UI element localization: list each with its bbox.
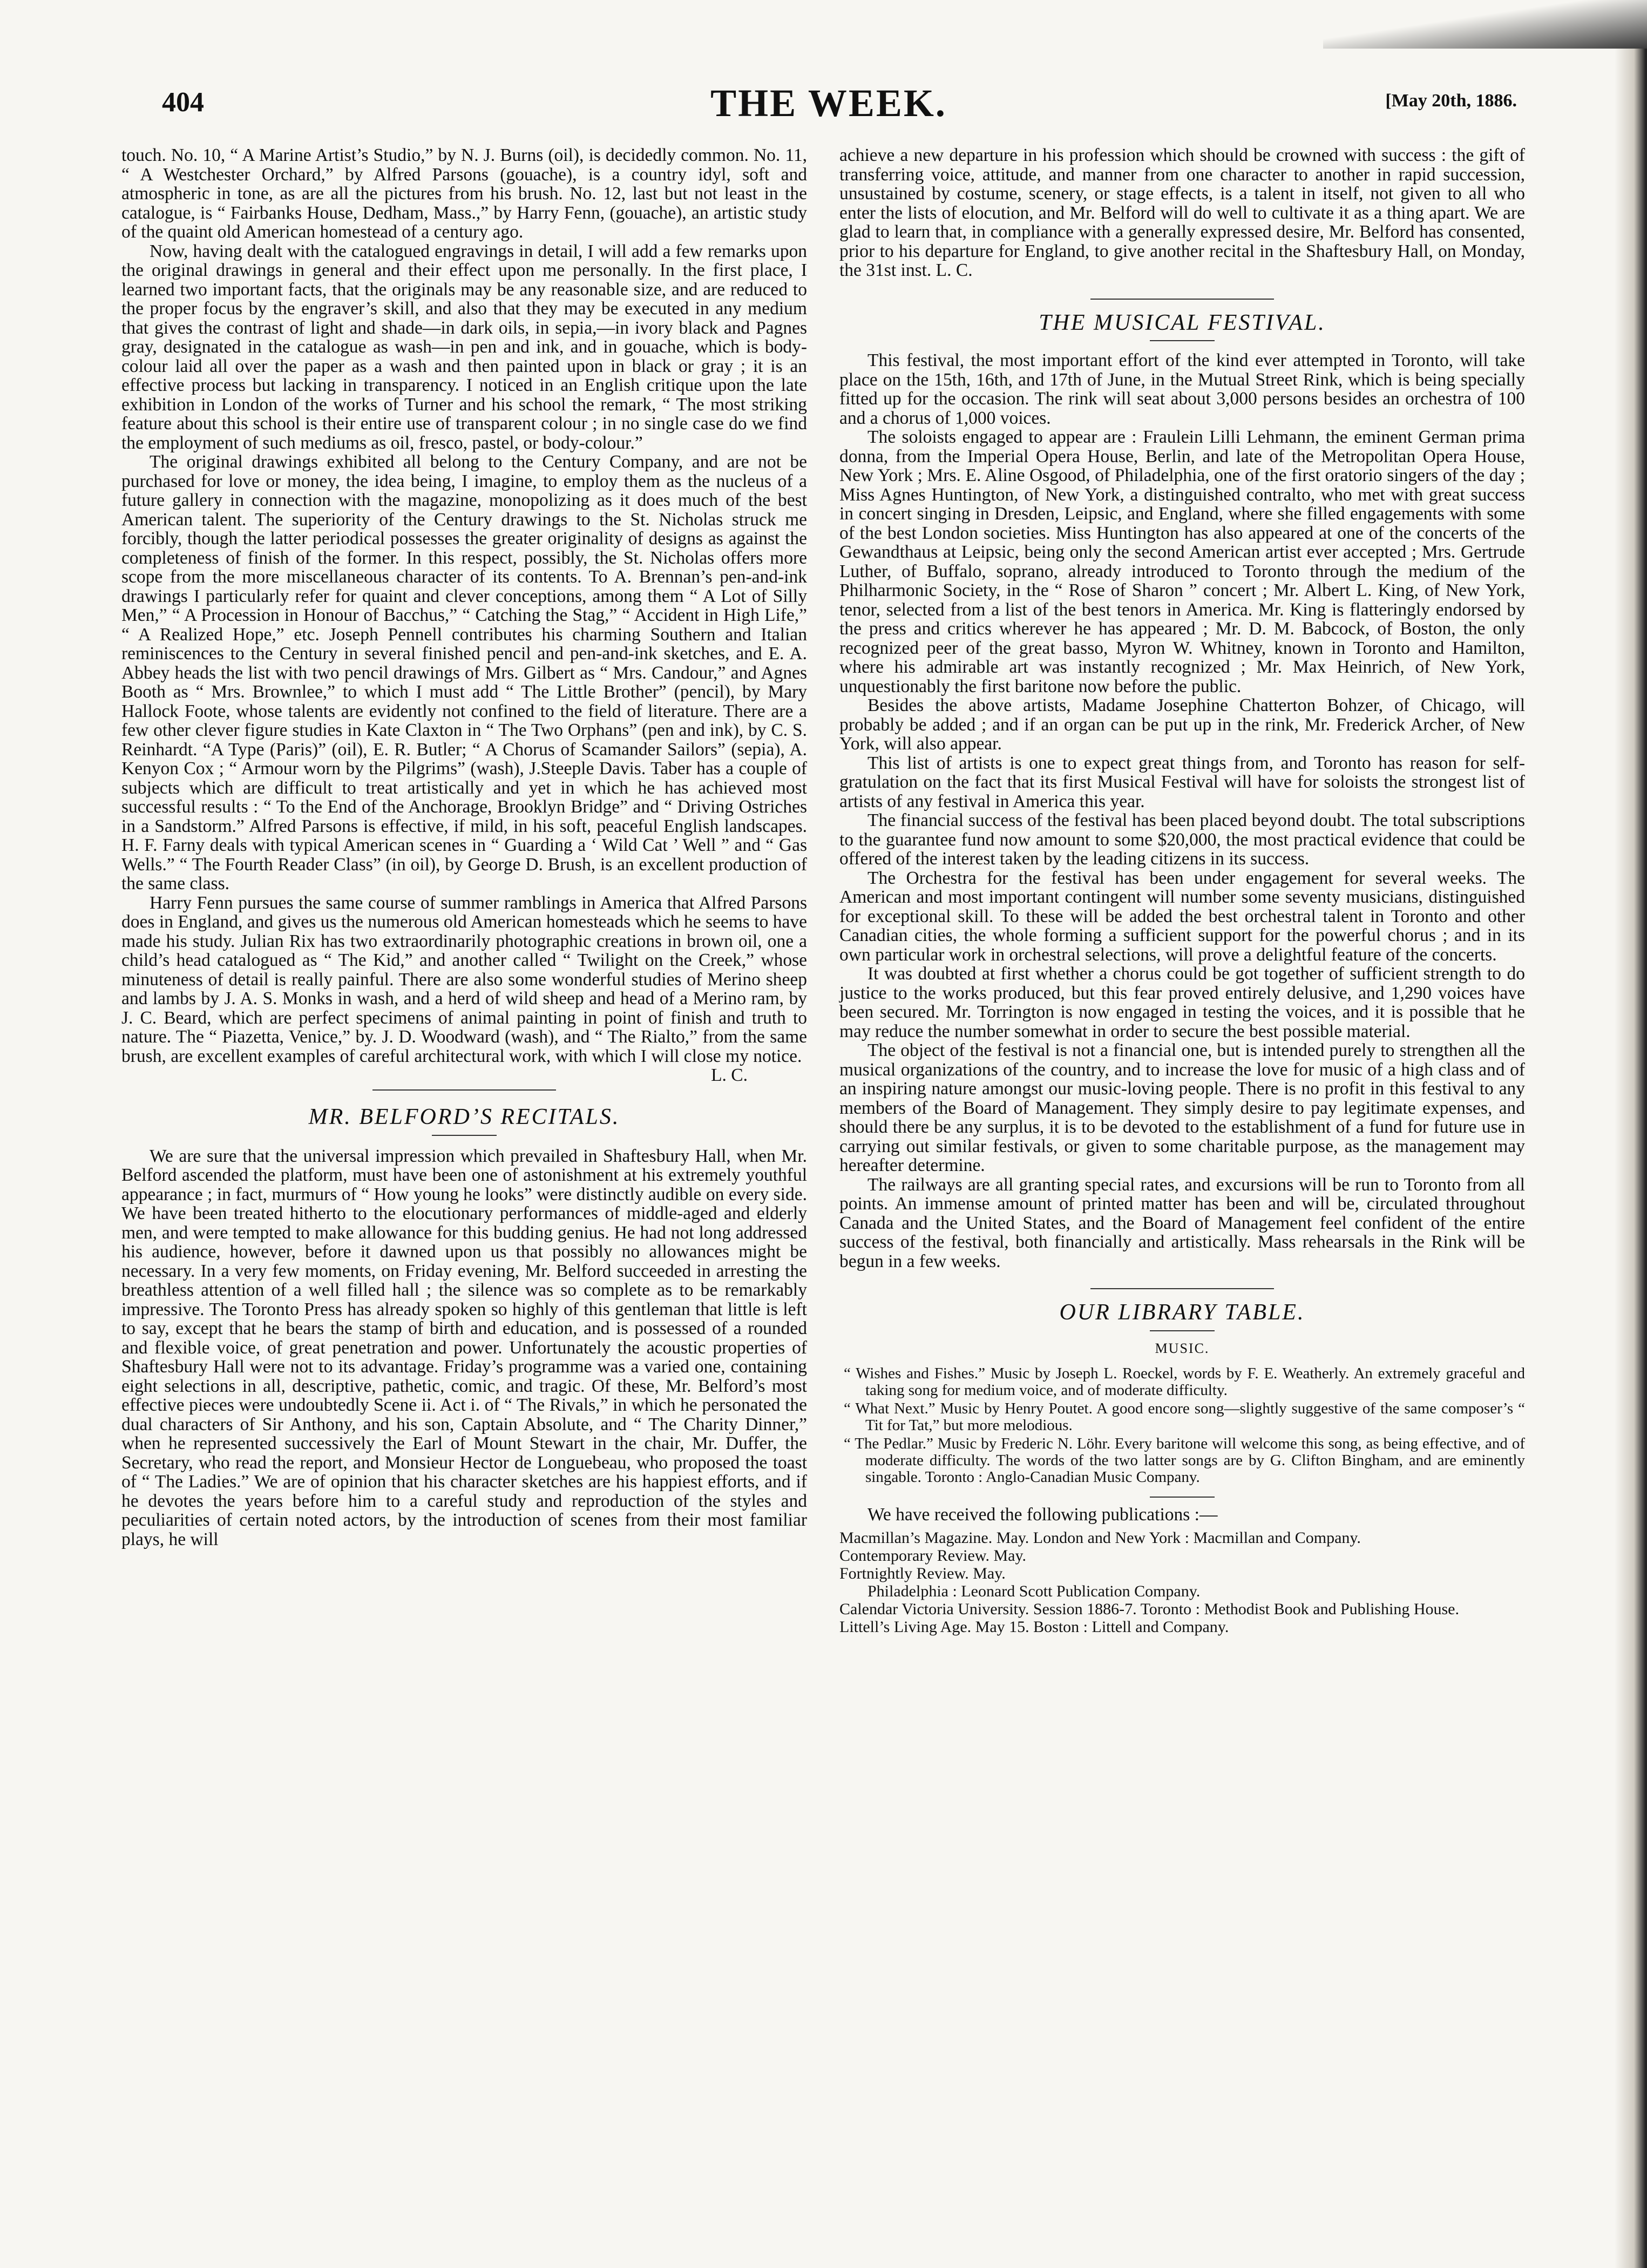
music-review-item: “ The Pedlar.” Music by Frederic N. Löhr. Every baritone will welcome this song, as being effective, and of moderate difficulty. The words of the two latter songs are by G. Clifton Bingham, and are eminently singable. Toronto : Anglo-Canadian Music Company.: [844, 1435, 1525, 1486]
section-title-library: OUR LIBRARY TABLE.: [1059, 1300, 1305, 1325]
article-paragraph: touch. No. 10, “ A Marine Artist’s Studio,” by N. J. Burns (oil), is decidedly common. No. 11, “ A Westchester Orchard,” by Alfred Parsons (gouache), is a country idyl, soft and atmospheric in tone, as are all the pictures from his brush. No. 12, last but not least in the catalogue, is “ Fairbanks House, Dedham, Mass.,” by Harry Fenn, (gouache), an artistic study of the quaint old American homestead of a century ago.: [121, 145, 807, 242]
publication-item: Fortnightly Review. May.: [839, 1564, 1006, 1582]
section-divider: [1090, 1288, 1274, 1289]
left-column: [121, 146, 807, 1549]
received-intro: We have received the following publications :—: [867, 1505, 1218, 1525]
title-underline: [432, 1135, 497, 1136]
article-paragraph: It was doubted at first whether a chorus could be got together of sufficient strength to do justice to the works produced, but this fear proved entirely delusive, and 1,290 voices have been secured. Mr. Torrington is now engaged in testing the voices, and it is possible that he may reduce the number somewhat in order to secure the best possible material.: [839, 964, 1525, 1041]
article-paragraph: The soloists engaged to appear are : Fraulein Lilli Lehmann, the eminent German prima donna, from the Imperial Opera House, Berlin, and late of the Metropolitan Opera House, New York ; Mrs. E. Aline Osgood, of Philadelphia, one of the first oratorio singers of the day ; Miss Agnes Huntington, of New York, a distinguished contralto, who met with great success in concert singing in Dresden, Leipsic, and England, where she filled engagements with some of the best London societies. Miss Huntington has also appeared at one of the concerts of the Gewandthaus at Leipsic, being only the second American artist ever accepted ; Mrs. Gertrude Luther, of Buffalo, soprano, already introduced to Toronto through the medium of the Philharmonic Society, in the “ Rose of Sharon ” concert ; Mr. Albert L. King, of New York, tenor, selected from a list of the best tenors in America. Mr. King is flatteringly endorsed by the press and critics wherever he has appeared ; Mr. D. M. Babcock, of Boston, the only recognized peer of the great basso, Myron W. Whitney, known in Toronto and Hamilton, where his admirable art was instantly recognized ; Mr. Max Heinrich, of New York, unquestionably the first baritone now before the public.: [839, 427, 1525, 696]
music-review-item: “ Wishes and Fishes.” Music by Joseph L. Roeckel, words by F. E. Weatherly. An extremely graceful and taking song for medium voice, and of moderate difficulty.: [844, 1365, 1525, 1399]
article-paragraph: This festival, the most important effort of the kind ever attempted in Toronto, will take place on the 15th, 16th, and 17th of June, in the Mutual Street Rink, which is being specially fitted up for the occasion. The rink will seat about 3,000 persons besides an orchestra of 100 and a chorus of 1,000 voices.: [839, 350, 1525, 428]
author-initials: L. C.: [711, 1065, 748, 1085]
article-paragraph: Now, having dealt with the catalogued engravings in detail, I will add a few remarks upon the original drawings in general and their effect upon me personally. In the first place, I learned two important facts, that the originals may be any reasonable size, and are reduced to the proper focus by the engraver’s skill, and also that they may be executed in any medium that gives the contrast of light and shade—in dark oils, in sepia,—in ivory black and Pagnes gray, designated in the catalogue as wash—in pen and ink, and in gouache, which is body-colour laid all over the paper as a wash and then painted upon in black or gray ; it is an effective process but lacking in transparency. I noticed in an English critique upon the late exhibition in London of the works of Turner and his school the remark, “ The most striking feature about this school is their entire use of transparent colour ; in no single case do we find the employment of such mediums as oil, fresco, pastel, or body-colour.”: [121, 241, 807, 453]
title-underline: [1150, 1330, 1215, 1331]
section-divider: [1090, 299, 1274, 300]
section-title-belford: MR. BELFORD’S RECITALS.: [308, 1105, 620, 1129]
publication-item: Calendar Victoria University. Session 1886-7. Toronto : Methodist Book and Publishing House.: [839, 1600, 1459, 1618]
publication-item: Littell’s Living Age. May 15. Boston : Littell and Company.: [839, 1617, 1229, 1636]
publication-item: Macmillan’s Magazine. May. London and New York : Macmillan and Company.: [839, 1528, 1361, 1547]
article-paragraph: achieve a new departure in his profession which should be crowned with success : the gift of transferring voice, attitude, and manner from one character to another in rapid succession, unsustained by costume, scenery, or stage effects, is a talent in itself, not given to all who enter the lists of elocution, and Mr. Belford will do well to cultivate it as a thing apart. We are glad to learn that, in compliance with a generally expressed desire, Mr. Belford has consented, prior to his departure for England, to give another recital in the Shaftesbury Hall, on Monday, the 31st inst. L. C.: [839, 145, 1525, 280]
article-paragraph: This list of artists is one to expect great things from, and Toronto has reason for self-gratulation on the fact that its first Musical Festival will have for soloists the strongest list of artists of any festival in America this year.: [839, 753, 1525, 811]
section-divider: [1150, 1497, 1215, 1498]
right-column: [839, 146, 1525, 1636]
article-paragraph: The object of the festival is not a financial one, but is intended purely to strengthen all the musical organizations of the country, and to increase the love for music of a high class and of an inspiring nature amongst our music-loving people. There is no profit in this festival to any members of the Board of Management. They simply desire to pay legitimate expenses, and should there be any surplus, it is to be devoted to the establishment of a fund for future use in carrying out similar festivals, or given to some charitable purpose, as the management may hereafter determine.: [839, 1040, 1525, 1175]
publication-item: Contemporary Review. May.: [839, 1546, 1027, 1565]
music-subhead: MUSIC.: [1155, 1340, 1210, 1356]
masthead-title: THE WEEK.: [710, 82, 947, 125]
article-paragraph: The original drawings exhibited all belong to the Century Company, and are not be purchased for love or money, the idea being, I imagine, to employ them as the nucleus of a future gallery in connection with the magazine, monopolizing as it does much of the best American talent. The superiority of the Century drawings to the St. Nicholas struck me forcibly, though the latter periodical possesses the greater originality of designs as against the completeness of finish of the former. In this respect, possibly, the St. Nicholas offers more scope from the more miscellaneous character of its contents. To A. Brennan’s pen-and-ink drawings I particularly refer for quaint and clever conceptions, among them “ A Lot of Silly Men,” “ A Procession in Honour of Bacchus,” “ Catching the Stag,” “ Accident in High Life,” “ A Realized Hope,” etc. Joseph Pennell contributes his charming Southern and Italian reminiscences to the Century in several finished pencil and pen-and-ink sketches, and E. A. Abbey heads the list with two pencil drawings of Mrs. Gilbert as “ Mrs. Candour,” and Agnes Booth as “ Mrs. Brownlee,” to which I must add “ The Little Brother” (pencil), by Mary Hallock Foote, whose talents are evidently not confined to the field of literature. There are a few other clever figure studies in Kate Claxton in “ The Two Orphans” (pen and ink), by C. S. Reinhardt. “A Type (Paris)” (oil), E. R. Butler; “ A Chorus of Scamander Sailors” (sepia), A. Kenyon Cox ; “ Armour worn by the Pilgrims” (wash), J.Steeple Davis. Taber has a couple of subjects which are difficult to treat artistically and yet in which he has achieved most successful results : “ To the End of the Anchorage, Brooklyn Bridge” and “ Driving Ostriches in a Sandstorm.” Alfred Parsons is effective, if mild, in his soft, peaceful English landscapes. H. F. Farny deals with typical American scenes in “ Guarding a ‘ Wild Cat ’ Well ” and “ Gas Wells.” “ The Fourth Reader Class” (in oil), by George D. Brush, is an excellent production of the same class.: [121, 452, 807, 893]
section-divider: [372, 1089, 556, 1091]
article-paragraph: The financial success of the festival has been placed beyond doubt. The total subscriptions to the guarantee fund now amount to some $20,000, the most practical evidence that could be offered of the interest taken by the leading citizens in its success.: [839, 810, 1525, 869]
article-paragraph: The Orchestra for the festival has been under engagement for several weeks. The American and most important contingent will number some seventy musicians, distinguished for exceptional skill. To these will be added the best orchestral talent in Toronto and other Canadian cities, the whole forming a sufficient support for the powerful chorus ; and in its own particular work in orchestral selections, will prove a delightful feature of the concerts.: [839, 868, 1525, 965]
article-paragraph: Besides the above artists, Madame Josephine Chatterton Bohzer, of Chicago, will probably be added ; and if an organ can be put up in the rink, Mr. Frederick Archer, of New York, will also appear.: [839, 695, 1525, 754]
page-corner-shadow: [1323, 0, 1647, 49]
music-review-item: “ What Next.” Music by Henry Poutet. A good encore song—slightly suggestive of the same composer’s “ Tit for Tat,” but more melodious.: [844, 1400, 1525, 1434]
issue-date: [May 20th, 1886.: [1385, 91, 1517, 111]
page-header: [119, 81, 1538, 130]
page-number: 404: [162, 87, 204, 118]
section-title-festival: THE MUSICAL FESTIVAL.: [1039, 310, 1326, 335]
article-paragraph: The railways are all granting special rates, and excursions will be run to Toronto from all points. An immense amount of printed matter has been and will be, circulated throughout Canada and the United States, and the Board of Management feel confident of the entire success of the festival, both financially and artistically. Mass rehearsals in the Rink will be begun in a few weeks.: [839, 1174, 1525, 1271]
title-underline: [1150, 340, 1215, 341]
article-paragraph: We are sure that the universal impression which prevailed in Shaftesbury Hall, when Mr. Belford ascended the platform, must have been one of astonishment at his extremely youthful appearance ; in fact, murmurs of “ How young he looks” were distinctly audible on every side. We have been treated hitherto to the elocutionary performances of middle-aged and elderly men, and were tempted to make allowance for this budding genius. He had not long addressed his audience, however, before it dawned upon us that possibly no allowances might be necessary. In a very few moments, on Friday evening, Mr. Belford succeeded in arresting the breathless attention of a well filled hall ; the silence was so complete as to be remarkably impressive. The Toronto Press has already spoken so highly of this gentleman that little is left to say, except that he bears the stamp of birth and education, and is possessed of a rounded and flexible voice, of great penetration and power. Unfortunately the acoustic properties of Shaftesbury Hall were not to its advantage. Friday’s programme was a varied one, containing eight selections in all, descriptive, pathetic, comic, and tragic. Of these, Mr. Belford’s most effective pieces were undoubtedly Scene ii. Act i. of “ The Rivals,” in which he personated the dual characters of Sir Anthony, and his son, Captain Absolute, and “ The Charity Dinner,” when he represented successively the Earl of Mount Stewart in the chair, Mr. Duffer, the Secretary, who read the report, and Monsieur Hector de Longuebeau, who proposed the toast of “ The Ladies.” We are of opinion that his character sketches are his happiest efforts, and if he devotes the years before him to a careful study and reproduction of the styles and peculiarities of certain noted actors, by the introduction of scenes from their most familiar plays, he will: [121, 1146, 807, 1549]
page-edge-shadow: [1615, 0, 1647, 2268]
article-text: Harry Fenn pursues the same course of summer ramblings in America that Alfred Parsons does in England, and gives us the numerous old American homesteads which he seems to have made his study. Julian Rix has two extraordinarily photographic creations in brown oil, one a child’s head catalogued as “ The Kid,” and another called “ Twilight on the Creek,” whose minuteness of detail is really painful. There are also some wonderful studies of Merino sheep and lambs by J. A. S. Monks in wash, and a herd of wild sheep and head of a Merino ram, by J. C. Beard, which are perfect specimens of animal painting in point of finish and truth to nature. The “ Piazetta, Venice,” by. J. D. Woodward (wash), and “ The Rialto,” from the same brush, are excellent examples of careful architectural work, with which I will close my notice.: [121, 892, 807, 1066]
publication-item: Philadelphia : Leonard Scott Publication Company.: [867, 1582, 1201, 1600]
article-paragraph: [121, 892, 807, 1085]
